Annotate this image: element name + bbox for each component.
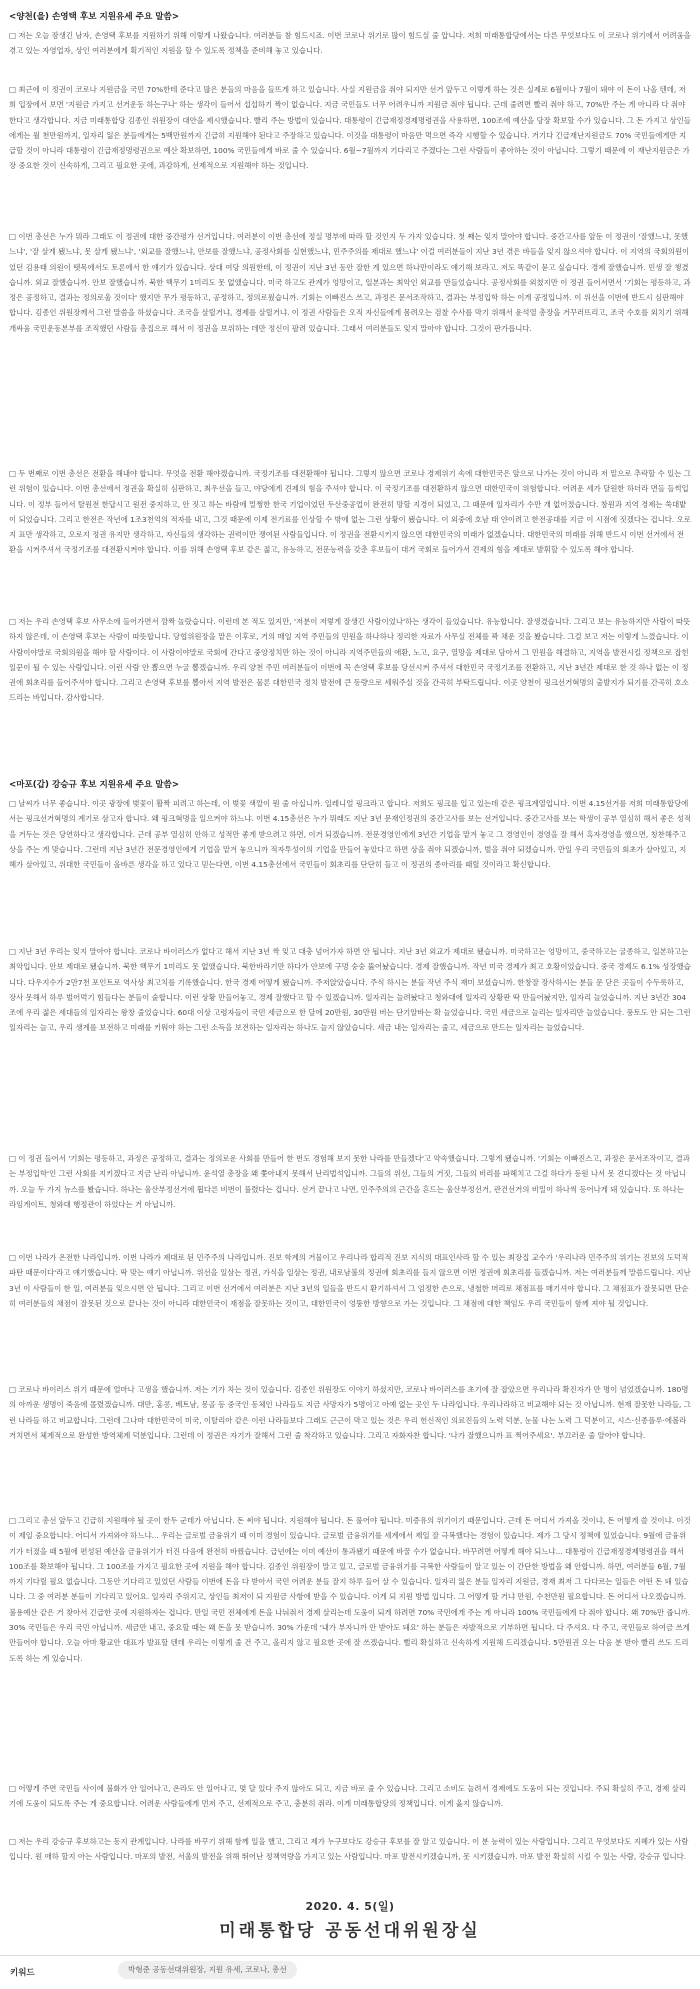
footer-divider xyxy=(0,1955,700,1956)
keywords-tag[interactable]: 박형준 공동선대위원장, 지원 유세, 코로나, 총선 xyxy=(118,1961,297,1979)
section-title-mapo: <마포(갑) 강승규 후보 지원유세 주요 말씀> xyxy=(9,780,180,790)
paragraph: □ 최근에 이 정권이 코로나 지원금을 국민 70%한테 준다고 많은 분들의 마음을 들뜨게 하고 있습니다. 사실 지원금을 줘야 되지만 선거 앞두고 이렇게 하는 것은 실제로 6월이나 7월이 돼야 이 돈이 나올 텐데, 저희 입장에서 보면 '지원금 가지고 선거운동 하는구나' 하는 생각이 들어서 섭섭하기 짝이 없습니다. 지금 국민들도 너무 어려우니까 지원금 줘야 됩니다. 근데 줄려면 빨리 줘야 하고, 70%만 주는 게 아니라 다 줘야 한다고 생각합니다. 지금 미래통합당 김종인 위원장이 대안을 제시했습니다. 빨리 주는 방법이 있습니다. 대통령이 긴급재정경제명령권을 사용하면, 100조에 예산을 당장 확보할 수가 있습니다. 그 돈 가지고 상인들에게는 월 천만원까지, 일자리 잃은 분들에게는 5백만원까지 긴급히 지원해야 된다고 주장하고 있습니다. 이것을 대통령이 마음만 먹으면 즉각 시행할 수 있습니다. 거기다 긴급재난지원금도 70% 국민들에게만 지급할 것이 아니라 대통령이 긴급재정명령권으로 예산 확보하면, 100% 국민들에게 바로 줄 수 있습니다. 6월~7월까지 기다리고 주겠다는 그런 사람들이 좋아하는 것이 아닙니다. 그렇기 때문에 이 재난지원금은 가장 중요한 것이 신속하게, 그리고 필요한 곳에, 과감하게, 선제적으로 지원해야 하는 것입니다. xyxy=(9,85,691,171)
organization-name: 미래통합당 공동선대위원장실 xyxy=(219,1921,481,1941)
section-title-yangcheon: <양천(을) 손영택 후보 지원유세 주요 말씀> xyxy=(9,12,180,22)
keywords-label: 키워드 xyxy=(10,1968,35,1978)
release-date: 2020. 4. 5(일) xyxy=(305,1900,395,1913)
paragraph: □ 저는 우리 강승규 후보하고는 동지 관계입니다. 나라를 바꾸기 위해 함께 일을 했고, 그리고 제가 누구보다도 강승규 후보를 잘 알고 있습니다. 이 분 능력이 있는 사람입니다. 그리고 무엇보다도 지혜가 있는 사람입니다. 원 애하 할지 아는 사람입니다. 마포의 발전, 서울의 발전을 위해 뛰어난 정책역량을 가지고 있는 사람입니다. 마포 발전시키겠습니까, 못 시키겠습니까. 마포 발전 확실히 시킬 수 있는 사람, 강승규 입니다. xyxy=(9,1837,689,1862)
paragraph: □ 날씨가 너무 좋습니다. 이곳 광장에 벚꽃이 활짝 피려고 하는데, 이 벚꽃 색깔이 뭔 줄 아십니까. 일레니얼 핑크라고 합니다. 저희도 핑크를 입고 있는데 같은 핑크계열입니다. 이번 4.15선거를 저희 미래통합당에서는 핑크선거혁명의 계기로 삼고자 합니다. 왜 핑크혁명을 일으켜야 하느냐. 이번 4.15총선은 누가 뭐래도 지난 3년 문재인정권의 중간고사를 보는 선거입니다. 중간고사를 보는 학생이 공부 열심히 해서 좋은 성적을 거두는 것은 당연하다고 생각합니다. 근데 공부 열심히 안하고 성적만 좋게 받으려고 하면, 이거 되겠습니까. 전문경영인에게 3년간 기업을 맡겨 놓고 그 경영인이 경영을 잘 해서 흑자경영을 했으면, 칭찬해주고 상을 주는 게 맞습니다. 그런데 지난 3년간 전문경영인에게 기업을 맡겨 놓으니까 적자투성이의 기업을 만들어 놓았다고 하면 상을 줘야 되겠습니까, 벌을 줘야 되겠습니까. 만일 우리 국민들의 회초가 살아있고, 지혜가 살아있고, 위대한 국민들이 올바른 생각을 하고 있다고 믿는다면, 이번 4.15총선에서 국민들이 회초리를 단단히 들고 이 정권의 종아리를 때릴 것이라고 확신합니다. xyxy=(9,799,691,870)
paragraph: □ 이번 나라가 온전한 나라입니까. 이번 나라가 제대로 된 민주주의 나라입니까. 진보 학계의 거물이고 우리나라 합리적 진보 지식의 대표인사라 할 수 있는 최장집 교수가 '우리나라 민주주의 위기는 진보의 도덕적 파탄 때문이다'라고 얘기했습니다. 딱 맞는 얘기 아닙니까. 위선을 일삼는 정권, 가식을 일삼는 정권, 내로남불의 정권에 회초리를 들지 않으면 이번 정권에 회초리를 들겠습니까. 저는 여러분들께 말씀드립니다. 지난 3년 이 사람들이 한 일, 여러분들 잊으시면 안 됩니다. 그리고 이번 선거에서 여러분은 지난 3년의 일들을 반드시 환기하셔서 그 엄정한 손으로, 냉철한 머리로 채점표를 매기셔야 합니다. 그 채점표가 잘못되면 단순히 여러분들의 채점이 잘못된 것으로 끝나는 것이 아니라 대한민국이 재점을 잘못하는 것이고, 대한민국이 엉뚱한 방향으로 가는 것입니다. 그 채점에 대한 책임도 우리 국민들이 함께 져야 될 것입니다. xyxy=(9,1253,691,1308)
paragraph: □ 두 번째로 이번 총선은 전환을 해내야 합니다. 무엇을 전환 해야겠습니까. 국정기조를 대전환해야 됩니다. 그렇지 않으면 코로나 경제위기 속에 대한민국은 앞으로 나가는 것이 아니라 저 밑으로 추락할 수 있는 그런 위험이 있습니다. 이번 총선에서 정권을 확실히 심판하고, 최우선을 들고, 야당에게 견제의 힘을 주셔야 합니다. 이 국정기조를 대전환하지 않으면 대한민국이 위험합니다. 어려운 세가 달원한 하더라 면들 들썩입니다. 이 정부 들어서 탈원전 한답시고 원전 중지하고, 안 짓고 하는 바람에 멀쩡한 한국 기업이었던 두산중공업이 완전히 망할 지경이 되었고, 그 때문에 일자리가 수만 개 없어졌습니다. 창원과 지역 경제는 쑥대밭이 되었습니다. 그리고 한전은 작년에 1조3천억의 적자를 내고, 그것 때문에 이제 전기료를 인상할 수 밖에 없는 그런 상황이 됐습니다. 이 외중에 호남 태 얀이려고 한전공대를 지금 이 시점에 짓겠다는 겁니다. 오로지 표만 생각하고, 오로지 정권 유지만 생각하고, 자신들의 생각하는 권력이만 쟁여된 사람들입니다. 이 정권을 전환시키지 않으면 대한민국의 미래가 없겠습니다. 대한민국의 미래를 위해 반드시 이번 선거에서 전환을 시켜주셔서 국정기조를 대전환시켜야 합니다. 이를 위해 손영택 후보 같은 젊고, 유능하고, 전문능력을 갖춘 후보들이 대거 국회로 들어가서 견제의 힘을 제대로 발휘할 수 있도록 해야 합니다. xyxy=(9,469,691,555)
paragraph: □ 이 정권 들어서 '기회는 평등하고, 과정은 공정하고, 결과는 정의로운 사회를 만들어 한 번도 경험해 보지 못한 나라를 만들겠다'고 약속했습니다. 그렇게 됐습니까. '기회는 이빠진스고, 과정은 문서조작이고, 결과는 부정입학'인 그런 사회를 지키겠다고 지금 난리 아닙니까. 윤석열 총장을 왜 쫓아내지 못해서 난리법석입니까. 그들의 위선, 그들의 거짓, 그들의 비리를 파헤치고 그걸 하다가 등원 나서 못 견디겠다는 것 아닙니까. 오늘 두 가지 뉴스를 봤습니다. 하나는 울산부정선거에 휩다른 비번이 풀렸다는 겁니다. 선거 끝나고 나면, 민주주의의 근간을 흔드는 울산부정선거, 관건선거의 비밀이 하나씩 등어나게 돼 있습니다. 또 하나는 라임게이트, 청와대 행정관이 하었다는 거 아닙니까. xyxy=(9,1154,690,1209)
paragraph: □ 그리고 총선 앞두고 긴급히 지원해야 될 곳이 한두 군데가 아닙니다. 돈 써야 됩니다. 지원해야 됩니다. 돈 풀어야 됩니다. 미증유의 위기이기 때문입니다. 근데 돈 어디서 가져올 것이냐, 돈 어떻게 쓸 것이냐. 이것이 제일 중요합니다. 어디서 가져와야 하느냐... 우리는 글로벌 금융위기 때 이미 경험이 있습니다. 글로벌 금융위기를 세계에서 제일 잘 극복했다는 경험이 있습니다. 제가 그 당시 정책에 있었습니다. 9월에 금융위기가 터졌을 때 5월에 편성된 예산을 금융위기가 터진 다음에 완전히 바꿨습니다. 급년에는 이미 예산이 통과됐기 때문에 바꿀 수가 없습니다. 바꾸려면 어떻게 해야 되느냐... 대통령이 긴급재정경제명령권을 해서 100조를 확보해야 됩니다. 그 100조를 가지고 필요한 곳에 지원을 해야 합니다. 김종인 위원장이 말고 있고, 글로벌 금융위기를 극복한 사람들이 알고 있는 이 간단한 방법을 왜 안합니까. 하면, 여러분들 6월, 7월까지 기다릴 필요 없습니다. 그동안 기다리고 있었던 사람들 이번에 돈을 다 받아서 국민 어려운 분들 잘지 하루 들어 살 수 있습니다. 일자리 잃은 분들 일자리 지원금, 경재 최저 그 다다르는 일들은 어떤 돈 돼 있습니다. 그 중 여러분 분들이 기다리고 있어요. 일자리 주위지고, 상인들 최저이 되 지원금 사항에 받을 수 있습니다. 이게 되 지원 방법 입니다. 그 어떻게 할 거냐 만원, 수천만원 필요합니다. 돈 어디서 나오겠습니까. 불용예산 같은 거 찾아서 긴급한 곳에 지원하자는 겁니다. 만일 국민 전체에게 돈을 나눠줘서 경제 살리는데 도움이 되게 하려면 70% 국민에게 주는 게 아니라 100% 국민들에게 다 줘야 합니다. 왜 70%만 줍니까. 30% 국민들은 우리 국민 아닙니까. 세금만 내고, 중요할 때는 왜 돈을 못 받습니까. 30% 가운데 '내가 부자니까 안 받아도 돼요' 하는 분들은 자발적으로 기부하면 됩니다. 다 주셔요. 다 주고, 국민들로 하여금 쓰게 만들어야 합니다. 오늘 아마 황교안 대표가 발표할 텐데 우리는 이렇게 줄 건 주고, 올리지 않고 필요한 곳에 잘 쓰겠습니다. 뻘리 확실하고 신속하게 지원해 드리겠습니다. 5만원권 오는 다음 분 받아 빨리 쓰도 드리도록 하는 게 있습니다. xyxy=(9,1516,691,1663)
paragraph: □ 지난 3년 우리는 잊지 말아야 합니다. 코로나 바이러스가 없다고 해서 지난 3년 싹 잊고 대충 넘어가자 하면 안 됩니다. 지난 3년 외교가 제대로 됐습니까. 미국하고는 엉망이고, 중국하고는 굴종하고, 일본하고는 최악입니다. 안보 제대로 됐습니까. 북한 핵무기 1미리도 못 없앴습니다. 북한바라기만 하다가 안보에 구멍 숭숭 뚫어놨습니다. 경제 잘했습니까. 작년 미국 경제가 최고 호황이었습니다. 중국 경제도 6.1% 성장했습니다. 다우지수가 2만7천 포인트로 역사상 최고치를 기록했습니다. 한국 경제 어떻게 됐습니까. 주저앉았습니다. 주식 하시는 분들 작년 주식 재미 보셨습니까. 한창잘 장사하시는 분들 문 닫은 곳들이 수두룩하고, 장사 못해서 하루 벌어먹기 힘들다는 분들이 숱합니다. 이런 상황 만들어놓고, 경제 잘했다고 할 수 있겠습니까. 일자리는 늘려놨다고 청와대에 일자리 상황판 딱 만들어놨지만, 일자리 늘었습니까. 지난 3년간 304조에 우리 젊은 세대들의 일자리는 왕창 줄었습니다. 60대 이상 고령자들이 국민 세금으로 한 달에 20만원, 30만원 버는 단기알바는 확 늘었습니다. 국민 세금으로 늘리는 일자리만 늘었습니다. 풍토도 안 되는 그런 일자리는 늘고, 우리 생계를 보전하고 미래를 키워야 하는 그런 소득을 보전하는 일자리는 하나도 늘지 않았습니다. 세금 내는 일자리는 줄고, 세금으로 만드는 일자리는 늘었습니다. xyxy=(9,947,691,1033)
paragraph: □ 저는 오늘 잠생긴 남자, 손영택 후보를 지원하기 위해 이렇게 나왔습니다. 여러분들 참 힘드시죠. 이번 코로나 위기로 많이 힘드실 줄 압니다. 저희 미래통합당에서는 다른 무엇보다도 이 코로나 위기에서 어려움을 겪고 있는 자영업자, 상인 여러분에게 획기적인 지원을 할 수 있도록 정책을 준비해 놓고 있습니다. xyxy=(9,31,691,56)
paragraph: □ 어떻게 주면 국민들 사이에 불화가 안 일어나고, 온라도 안 일어나고, 몇 달 있다 주지 않아도 되고, 지금 바로 줄 수 있습니다. 그리고 소비도 늘려서 경제에도 도움이 되는 것입니다. 주되 확실히 주고, 경제 살리기에 도움이 되도록 주는 게 중요합니다. 어려운 사람들에게 먼저 주고, 선제적으로 주고, 충분히 줘라. 이게 미래통합당의 정책입니다. 이게 옳지 않습니까. xyxy=(9,1784,686,1809)
paragraph: □ 이번 총선은 누가 뭐라 그래도 이 정권에 대한 중간평가 선거입니다. 여러분이 이번 총선에 정실 명부에 따라 할 것인지 두 가지 있습니다. 첫 째는 잊지 말아야 합니다. 중간고사를 앞둔 이 정권이 '잘했느냐, 못했느냐', '잘 살게 됐느냐, 못 살게 됐느냐', '외교를 잘했느냐, 안보를 잘했느냐, 공정사회를 실현했느냐, 민주주의를 제대로 했느냐' 이걸 여러분들이 지난 3년 겪은 바들을 잊지 않으셔야 합니다. 이 지역의 국회의원이었던 김용태 의원이 뗏목에서도 토론에서 한 얘기가 있습니다. 상대 여당 의원한테, 이 정권이 지난 3년 동안 잘한 게 있으면 하나만이라도 얘기해 보라고. 저도 똑같이 묻고 싶습니다. 경제 잘했습니까. 민생 잘 챙겼습니까. 외교 잘했습니까. 안보 잘했습니까. 북한 핵무기 1미리도 못 없앴습니다. 미국 하고도 관계가 엉망이고, 일본과는 최악인 외교를 만들었습니다. 공정사회를 외쳤지만 이 정권 들어서면서 '기회는 평등하고, 과정은 공정하고, 결과는 정의로울 것이다' 했지만 무가 평등하고, 공정하고, 정의로웠습니까. 기회는 이빠진스 쓰고, 과정은 문서조작하고, 결과는 부정입학 하는 이게 공정입니까. 이 위선을 이번에 반드시 심판해야 합니다. 김종인 위원장께서 그런 말씀을 하셨습니다. 조국을 살릴거냐, 경제를 살릴거냐. 이 정권 사람들은 오직 자신들에게 몸려오는 검찰 수사를 막기 위해서 윤석열 총장을 거꾸러뜨리고, 조국 수호를 외치기 위해 개싸움 국민운동본부를 조직했던 사람들 총집으로 해서 이 정권을 보위하는 데만 정신이 팔려 있습니다. 그래서 여러분들도 잊지 말아야 합니다. 그것이 판가릅니다. xyxy=(9,232,691,333)
paragraph: □ 코로나 바이러스 위기 때문에 얼마나 고생을 했습니까. 저는 기가 차는 것이 있습니다. 김종인 위원장도 이야기 하셨지만, 코로나 바이러스를 초기에 잘 잡았으면 우리나라 확진자가 만 명이 넘었겠습니까. 180명의 아까운 생명이 죽음에 몰렸겠습니까. 대만, 홍콩, 베트남, 몽골 등 중국인 동체인 나라들도 지금 사망자가 5명이고 아예 없는 곳인 두 나라입니다. 우리나라하고 비교해야 되는 것 아닙니까. 현재 잘못한 나라들, 그런 나라들 하고 비교합니다. 그런데 그나마 대한민국이 미국, 이탈리아 같은 이런 나라들보다 그래도 근근이 막고 있는 것은 우리 헌신적인 의료진들의 노력 덕분, 눈물 나는 노력 그 덕분이고, 시스·신종플루·에볼라 거치면서 체계적으로 완성한 방역체계 덕분입니다. 그런데 이 정권은 자기가 잘해서 그런 줄 착각하고 있습니다. 그리고 자화자찬 합니다. '나가 잘했으니까 표 찍어주세요'. 부끄러운 줄 알아야 합니다. xyxy=(9,1385,691,1440)
paragraph: □ 저는 우리 손영택 후보 사무소에 들어가면서 깜짝 놀랐습니다. 이런데 본 적도 있지만, '저분이 저렇게 잘생긴 사람이었나'하는 생각이 들었습니다. 유능합니다. 잘생겼습니다. 그리고 보는 유능하지만 사람이 따뜻하지 않은데, 이 손영택 후보는 사람이 따뜻합니다. 당협위원장을 맡은 이후로, 거의 매일 지역 주민들의 민원을 하나하나 정리한 자료가 사무실 전체를 꽉 채운 것을 봤습니다. 그걸 보고 저는 이렇게 느꼈습니다. 이 사람이야말로 국회의원을 해야 할 사람이다. 이 사람이야말로 국회에 간다고 중앙정치만 하는 것이 아니라 지역주민들의 애환, 노고, 요구, 열망을 제대로 담아서 그 민원을 해결하고, 지역을 발전시킬 정책으로 잡힌 일꾼이 될 수 있는 사람입니다. 이런 사람 안 뽑으면 누굴 뽑겠습니까. 우리 양천 주민 여러분들이 이번에 꼭 손영택 후보를 당선시켜 주셔서 대한민국 국정기조를 전환하고, 지난 3년간 제대로 한 것 하나 없는 이 정권에 회초리를 들어주셔야 합니다. 그리고 손영택 후보를 뽑아서 지역 발전은 물론 대한민국 정치 발전에 큰 동량으로 세워주실 것을 간곡히 부탁드립니다. 이곳 양천이 핑크선거혁명의 출발지가 되기를 간곡히 호소드리는 바입니다. 감사합니다. xyxy=(9,617,691,703)
